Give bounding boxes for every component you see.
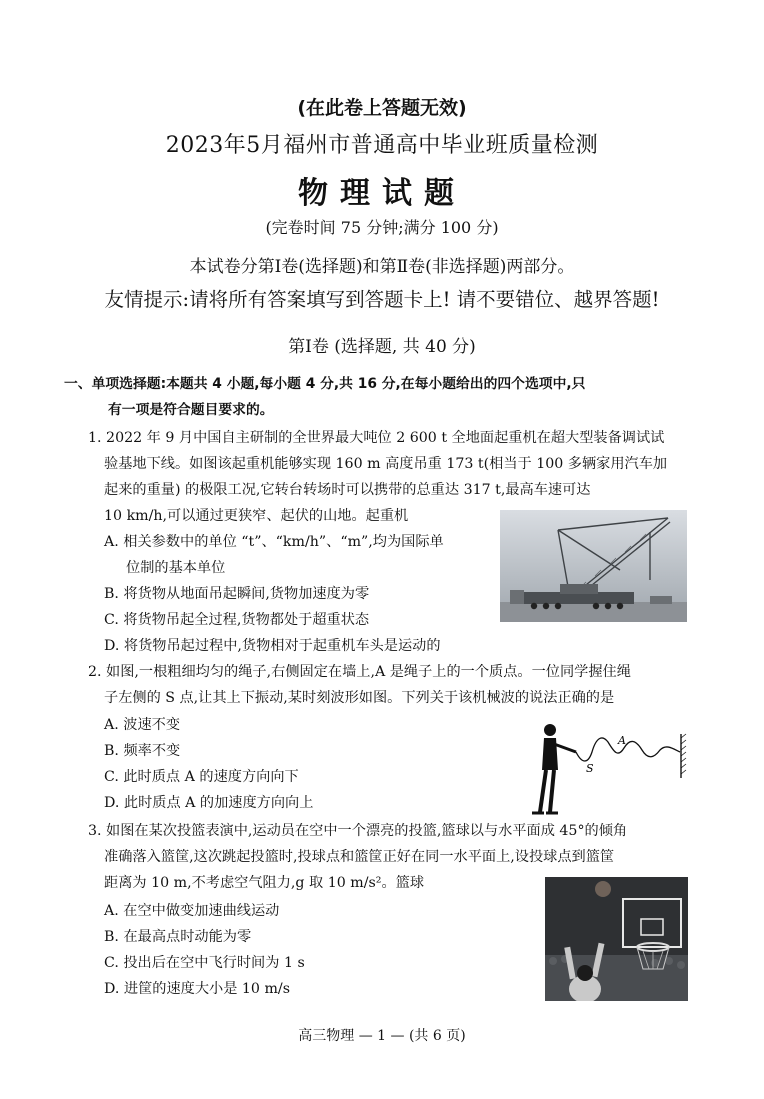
invalid-answer-warning: (在此卷上答题无效) [297,97,467,119]
q2-option-b: B. 频率不变 [104,743,181,759]
friendly-tip: 友情提示:请将所有答案填写到答题卡上! 请不要错位、越界答题! [104,288,660,311]
rope-wave-figure [520,718,690,818]
q2-option-d: D. 此时质点 A 的加速度方向向上 [104,795,314,811]
q1-option-a: A. 相关参数中的单位 “t”、“km/h”、“m”,均为国际单 [104,534,444,550]
q1-option-b: B. 将货物从地面吊起瞬间,货物加速度为零 [104,586,370,602]
volume-title: 第Ⅰ卷 (选择题, 共 40 分) [288,337,476,357]
q3-stem-line: 距离为 10 m,不考虑空气阻力,g 取 10 m/s²。篮球 [104,875,425,891]
point-a-label: A [618,734,626,747]
subject-title: 物理试题 [298,176,466,211]
basketball-photo [545,877,688,1001]
q1-option-a-cont: 位制的基本单位 [126,560,226,576]
page-footer: 高三物理 — 1 — (共 6 页) [298,1028,466,1044]
q2-stem-line: 2. 如图,一根粗细均匀的绳子,右侧固定在墙上,A 是绳子上的一个质点。一位同学握住绳 [88,664,631,680]
q1-option-c: C. 将货物吊起全过程,货物都处于超重状态 [104,612,370,628]
exam-title: 2023年5月福州市普通高中毕业班质量检测 [165,133,599,158]
student-figure [532,724,576,813]
q3-option-d: D. 进筐的速度大小是 10 m/s [104,981,290,997]
q2-stem-line: 子左侧的 S 点,让其上下振动,某时刻波形如图。下列关于该机械波的说法正确的是 [104,690,615,706]
exam-intro: 本试卷分第Ⅰ卷(选择题)和第Ⅱ卷(非选择题)两部分。 [189,257,575,277]
q3-option-a: A. 在空中做变加速曲线运动 [104,903,280,919]
q3-option-b: B. 在最高点时动能为零 [104,929,252,945]
q2-option-a: A. 波速不变 [104,717,181,733]
q1-stem-line: 验基地下线。如图该起重机能够实现 160 m 高度吊重 173 t(相当于 100 多辆家用汽车加 [104,456,668,472]
q3-stem-line: 准确落入篮筐,这次跳起投篮时,投球点和篮筐正好在同一水平面上,设投球点到篮筐 [104,849,615,865]
crane-photo [500,510,687,622]
q1-stem-line: 1. 2022 年 9 月中国自主研制的全世界最大吨位 2 600 t 全地面起重机在超大型装备调试试 [88,430,665,446]
q1-option-d: D. 将货物吊起过程中,货物相对于起重机车头是运动的 [104,638,441,654]
q3-option-c: C. 投出后在空中飞行时间为 1 s [104,955,305,971]
point-s-label: S [586,762,594,775]
q1-stem-line: 10 km/h,可以通过更狭窄、起伏的山地。起重机 [104,508,409,524]
q2-option-c: C. 此时质点 A 的速度方向向下 [104,769,299,785]
q3-stem-line: 3. 如图在某次投篮表演中,运动员在空中一个漂亮的投篮,篮球以与水平面成 45°的倾角 [88,823,628,839]
section-heading: 一、单项选择题:本题共 4 小题,每小题 4 分,共 16 分,在每小题给出的四个选项中,只 [64,376,586,392]
q1-stem-line: 起来的重量) 的极限工况,它转台转场时可以携带的总重达 317 t,最高车速可达 [104,482,591,498]
time-info: (完卷时间 75 分钟;满分 100 分) [265,218,499,237]
section-heading-cont: 有一项是符合题目要求的。 [108,402,274,418]
